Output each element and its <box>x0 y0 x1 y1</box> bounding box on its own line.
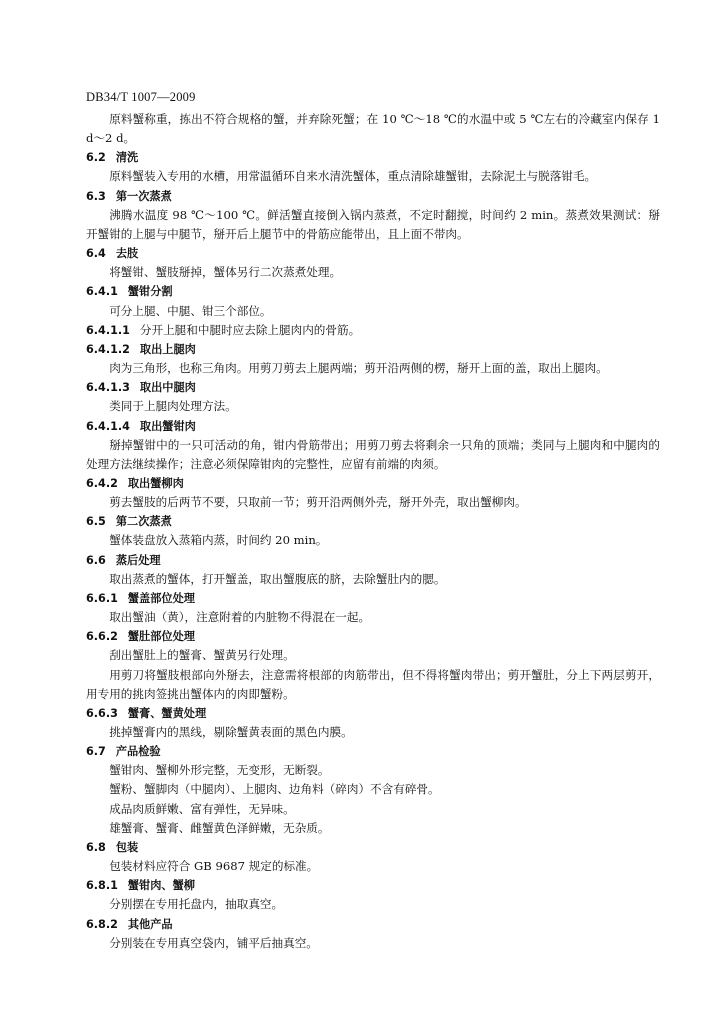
paragraph: 剪去蟹肢的后两节不要，只取前一节；剪开沿两侧外壳，掰开外壳，取出蟹柳肉。 <box>109 495 527 510</box>
section-title: 蟹盖部位处理 <box>127 591 195 605</box>
section-title: 其他产品 <box>127 917 173 931</box>
section-number: 6.4.1.1 <box>86 323 130 337</box>
paragraph: 取出蒸煮的蟹体，打开蟹盖，取出蟹腹底的脐，去除蟹肚内的腮。 <box>109 571 446 586</box>
section-number: 6.8.2 <box>86 917 118 931</box>
section-title: 蒸后处理 <box>115 553 161 567</box>
section-number: 6.5 <box>86 515 106 529</box>
section-number: 6.4.1.2 <box>86 342 130 356</box>
section-heading <box>86 417 660 436</box>
paragraph: 蟹粉、蟹脚肉（中腿肉）、上腿肉、边角料（碎肉）不含有碎骨。 <box>109 782 440 797</box>
section-number: 6.6.2 <box>86 630 118 644</box>
section-heading <box>86 321 660 340</box>
section-heading <box>86 474 660 493</box>
paragraph: 分别摆在专用托盘内，抽取真空。 <box>109 897 284 912</box>
section-number: 6.6.1 <box>86 591 118 605</box>
paragraph: 分别装在专用真空袋内，铺平后抽真空。 <box>109 935 318 950</box>
section-title: 蟹膏、蟹黄处理 <box>127 706 207 720</box>
section-heading <box>86 282 660 301</box>
paragraph: 可分上腿、中腿、钳三个部位。 <box>109 303 272 318</box>
section-title: 取出蟹钳肉 <box>139 419 196 433</box>
paragraph: 取出蟹油（黄），注意附着的内脏物不得混在一起。 <box>109 610 371 625</box>
paragraph: 蟹钳肉、蟹柳外形完整，无变形，无断裂。 <box>109 763 330 778</box>
paragraph: 肉为三角形，也称三角肉。用剪刀剪去上腿两端；剪开沿两侧的楞，掰开上面的盖，取出上腿肉。 <box>109 361 608 376</box>
section-number: 6.2 <box>86 151 106 165</box>
paragraph: 掰掉蟹钳中的一只可活动的角，钳内骨筋带出；用剪刀剪去将剩余一只角的顶端；类同与上腿肉和中腿肉的处理方法继续操作；注意必须保障钳肉的完整性，应留有前端的肉须。 <box>86 437 660 471</box>
section-number: 6.3 <box>86 189 106 203</box>
section-number: 6.8.1 <box>86 879 118 893</box>
section-heading <box>86 838 660 857</box>
section-title: 取出蟹柳肉 <box>127 476 184 490</box>
section-heading <box>86 589 660 608</box>
section-heading <box>86 378 660 397</box>
section-number: 6.4.2 <box>86 476 118 490</box>
section-title: 第二次蒸煮 <box>115 515 172 529</box>
section-number: 6.8 <box>86 840 106 854</box>
section-title: 清洗 <box>115 151 139 165</box>
paragraph: 类同于上腿肉处理方法。 <box>109 399 237 414</box>
document-body <box>86 110 660 953</box>
paragraph: 原料蟹称重，拣出不符合规格的蟹，并弃除死蟹；在 10 ℃～18 ℃的水温中或 5 ℃左右的冷藏室内保存 1 d～2 d。 <box>86 112 660 146</box>
section-number: 6.7 <box>86 745 106 759</box>
section-heading <box>86 742 660 761</box>
section-title: 分开上腿和中腿时应去除上腿肉内的骨筋。 <box>139 322 361 337</box>
section-heading <box>86 876 660 895</box>
section-heading <box>86 551 660 570</box>
section-title: 蟹钳分割 <box>127 285 173 299</box>
section-title: 蟹钳肉、蟹柳 <box>127 879 195 893</box>
section-title: 包装 <box>115 840 139 854</box>
standard-code-header: DB34/T 1007—2009 <box>86 90 196 104</box>
section-heading <box>86 627 660 646</box>
paragraph: 沸腾水温度 98 ℃～100 ℃。鲜活蟹直接倒入锅内蒸煮，不定时翻搅，时间约 2 min。蒸煮效果测试：掰开蟹钳的上腿与中腿节，掰开后上腿节中的骨筋应能带出，且上面不带肉。 <box>86 207 660 241</box>
paragraph: 雄蟹膏、蟹膏、雌蟹黄色泽鲜嫩，无杂质。 <box>109 820 330 835</box>
section-title: 取出中腿肉 <box>139 381 196 395</box>
section-title: 蟹肚部位处理 <box>127 630 195 644</box>
section-heading <box>86 244 660 263</box>
paragraph: 将蟹钳、蟹肢掰掉，蟹体另行二次蒸煮处理。 <box>109 265 342 280</box>
paragraph: 原料蟹装入专用的水槽，用常温循环自来水清洗蟹体，重点清除雄蟹钳，去除泥土与脱落钳毛。 <box>109 169 597 184</box>
paragraph: 成品肉质鲜嫩、富有弹性，无异味。 <box>109 801 295 816</box>
paragraph: 蟹体装盘放入蒸箱内蒸，时间约 20 min。 <box>109 533 328 548</box>
section-title: 产品检验 <box>115 745 161 759</box>
section-heading <box>86 704 660 723</box>
section-number: 6.4.1.4 <box>86 419 130 433</box>
section-heading <box>86 148 660 167</box>
section-number: 6.4.1.3 <box>86 381 130 395</box>
paragraph: 刮出蟹肚上的蟹膏、蟹黄另行处理。 <box>109 648 295 663</box>
paragraph: 包装材料应符合 GB 9687 规定的标准。 <box>109 859 319 874</box>
section-title: 取出上腿肉 <box>139 342 196 356</box>
section-title: 第一次蒸煮 <box>115 189 172 203</box>
section-number: 6.4.1 <box>86 285 118 299</box>
section-title: 去肢 <box>115 247 139 261</box>
section-heading <box>86 915 660 934</box>
section-number: 6.6 <box>86 553 106 567</box>
paragraph: 挑掉蟹膏内的黑线，剔除蟹黄表面的黑色内膜。 <box>109 725 353 739</box>
section-heading <box>86 340 660 359</box>
paragraph: 用剪刀将蟹肢根部向外掰去，注意需将根部的肉筋带出，但不得将蟹肉带出；剪开蟹肚，分上下两层剪开，用专用的挑肉签挑出蟹体内的肉即蟹粉。 <box>86 667 660 701</box>
section-heading <box>86 512 660 531</box>
section-number: 6.6.3 <box>86 706 118 720</box>
section-number: 6.4 <box>86 247 106 261</box>
section-heading <box>86 187 660 206</box>
